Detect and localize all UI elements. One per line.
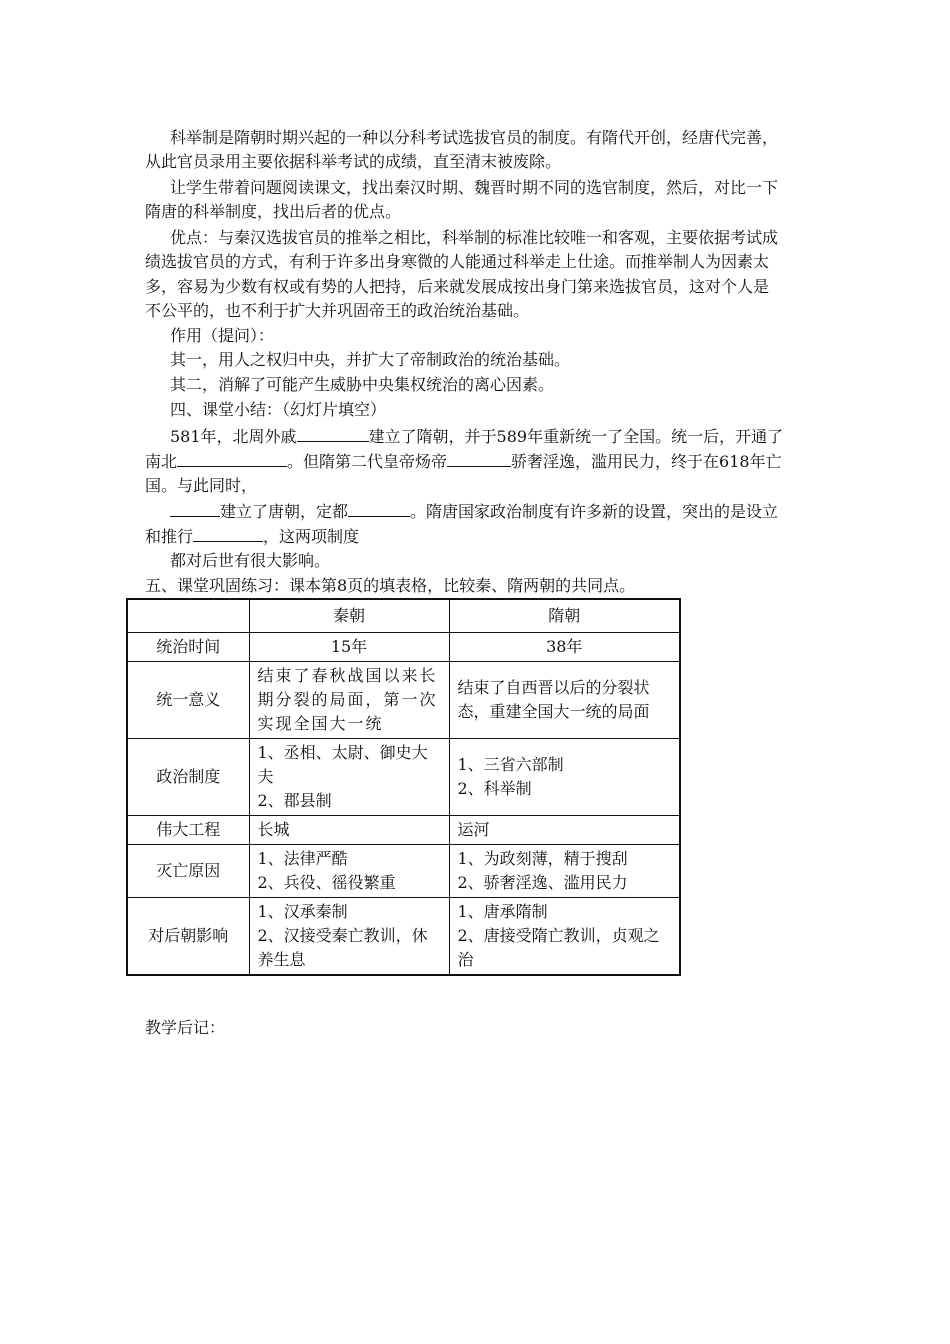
sui-cell-line: 38年 <box>546 637 583 656</box>
summary-heading: 四、课堂小结：（幻灯片填空） <box>170 400 387 419</box>
table-header-cell <box>127 599 249 633</box>
paragraph-advantage-line2: 绩选拔官员的方式，有利于许多出身寒微的人能通过科举走上仕途。而推举制人为因素太 <box>145 252 770 271</box>
sui-cell <box>449 662 680 739</box>
qin-cell <box>249 845 449 898</box>
fill-blank[interactable] <box>193 524 263 542</box>
fill-line-6: 都对后世有很大影响。 <box>170 551 331 570</box>
qin-cell <box>249 739 449 816</box>
paragraph-advantage-line3: 多，容易为少数有权或有势的人把持，后来就发展成按出身门第来选拔官员，这对个人是 <box>145 277 770 296</box>
row-label-cell: 统一意义 <box>127 662 249 739</box>
sui-cell-line: 结束了自西晋以后的分裂状 <box>457 678 650 697</box>
qin-cell-line: 期分裂的局面，第一次 <box>257 690 438 709</box>
fill-line-1 <box>170 424 810 449</box>
row-label-cell: 统治时间 <box>127 633 249 662</box>
qin-cell <box>249 898 449 976</box>
fill-line-5 <box>145 524 810 549</box>
paragraph-advantage-line4: 不公平的，也不利于扩大并巩固帝王的政治统治基础。 <box>145 301 530 320</box>
fill-line-3: 国。与此同时， <box>145 476 258 495</box>
qin-cell-line: 1、法律严酷 <box>257 849 348 868</box>
qin-cell <box>249 662 449 739</box>
fill-text: 南北 <box>145 452 178 471</box>
fill-text: 和推行 <box>145 527 194 546</box>
role-item-2: 其二，消解了可能产生威胁中央集权统治的离心因素。 <box>170 375 555 394</box>
sui-cell-line: 2、骄奢淫逸、滥用民力 <box>457 873 628 892</box>
qin-cell-line: 结束了春秋战国以来长 <box>257 666 438 685</box>
fill-text: ，这两项制度 <box>263 527 360 546</box>
row-label-cell: 对后朝影响 <box>127 898 249 976</box>
sui-cell <box>449 898 680 976</box>
qin-cell-line: 2、郡县制 <box>257 791 332 810</box>
qin-cell-line: 2、汉接受秦亡教训，休 <box>257 926 428 945</box>
fill-text: 建立了隋朝，并于589年重新统一了全国。统一后，开通了 <box>368 427 784 446</box>
qin-cell-line: 实现全国大一统 <box>257 714 384 733</box>
table-header-row <box>127 599 680 633</box>
sui-cell <box>449 816 680 845</box>
fill-blank[interactable] <box>177 449 287 467</box>
comparison-table <box>126 598 681 976</box>
sui-cell <box>449 633 680 662</box>
fill-text: 。但隋第二代皇帝炀帝 <box>287 452 448 471</box>
fill-text: 建立了唐朝，定都 <box>220 502 349 521</box>
table-row <box>127 898 680 976</box>
paragraph-task-line1: 让学生带着问题阅读课文，找出秦汉时期、魏晋时期不同的选官制度，然后，对比一下 <box>170 178 779 197</box>
table-row <box>127 739 680 816</box>
fill-line-4 <box>170 499 810 524</box>
qin-cell <box>249 816 449 845</box>
sui-cell-line: 态，重建全国大一统的局面 <box>457 702 650 721</box>
table-header-cell: 隋朝 <box>449 599 680 633</box>
row-label-cell: 政治制度 <box>127 739 249 816</box>
row-label-cell: 灭亡原因 <box>127 845 249 898</box>
table-row <box>127 662 680 739</box>
fill-line-2 <box>145 449 810 474</box>
role-heading: 作用（提问）： <box>170 326 275 345</box>
fill-text: 581年，北周外戚 <box>170 427 297 446</box>
sui-cell-line: 运河 <box>457 820 490 839</box>
row-label-cell: 伟大工程 <box>127 816 249 845</box>
table-header-cell: 秦朝 <box>249 599 449 633</box>
qin-cell-line: 15年 <box>330 637 368 656</box>
qin-cell-line: 2、兵役、徭役繁重 <box>257 873 396 892</box>
qin-cell-line: 养生息 <box>257 950 306 969</box>
fill-blank[interactable] <box>170 499 220 517</box>
sui-cell-line: 治 <box>457 950 474 969</box>
fill-blank[interactable] <box>348 499 410 517</box>
fill-text: 。隋唐国家政治制度有许多新的设置，突出的是设立 <box>410 502 779 521</box>
paragraph-advantage-line1: 优点：与秦汉选拔官员的推举之相比，科举制的标准比较唯一和客观，主要依据考试成 <box>170 228 779 247</box>
role-item-1: 其一，用人之权归中央，并扩大了帝制政治的统治基础。 <box>170 350 571 369</box>
table-row <box>127 633 680 662</box>
sui-cell-line: 2、科举制 <box>457 779 532 798</box>
qin-cell <box>249 633 449 662</box>
table-row <box>127 816 680 845</box>
paragraph-keju-line1: 科举制是隋朝时期兴起的一种以分科考试选拔官员的制度。有隋代开创，经唐代完善， <box>170 128 779 147</box>
table-row <box>127 845 680 898</box>
sui-cell <box>449 845 680 898</box>
qin-cell-line: 1、丞相、太尉、御史大 <box>257 743 428 762</box>
fill-blank[interactable] <box>447 449 511 467</box>
exercise-heading: 五、课堂巩固练习：课本第8页的填表格，比较秦、隋两朝的共同点。 <box>145 576 636 595</box>
sui-cell-line: 1、为政刻薄，精于搜刮 <box>457 849 628 868</box>
sui-cell-line: 1、三省六部制 <box>457 755 564 774</box>
fill-text: 骄奢淫逸，滥用民力，终于在618年亡 <box>511 452 782 471</box>
qin-cell-line: 长城 <box>257 820 290 839</box>
fill-blank[interactable] <box>297 424 369 442</box>
qin-cell-line: 夫 <box>257 767 274 786</box>
paragraph-task-line2: 隋唐的科举制度，找出后者的优点。 <box>145 202 402 221</box>
sui-cell <box>449 739 680 816</box>
paragraph-keju-line2: 从此官员录用主要依据科举考试的成绩，直至清末被废除。 <box>145 152 562 171</box>
qin-cell-line: 1、汉承秦制 <box>257 902 348 921</box>
postscript-label: 教学后记： <box>145 1018 226 1037</box>
sui-cell-line: 2、唐接受隋亡教训，贞观之 <box>457 926 660 945</box>
sui-cell-line: 1、唐承隋制 <box>457 902 548 921</box>
